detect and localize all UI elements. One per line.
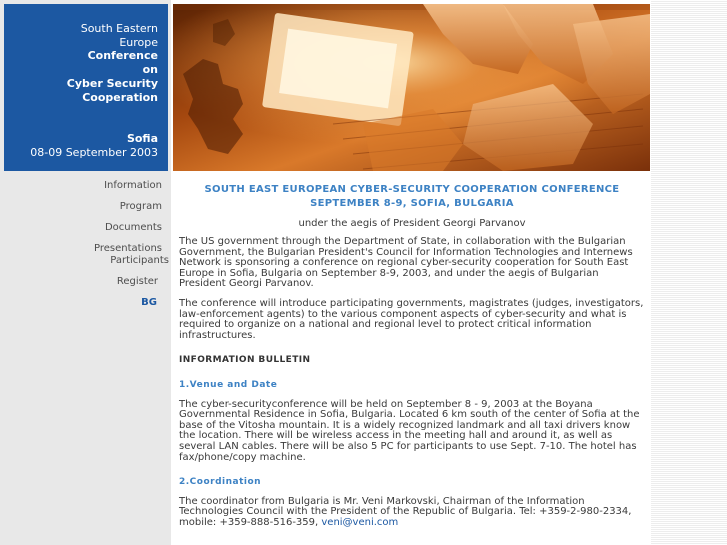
side-navigation [0, 180, 169, 309]
event-dates: 08-09 September 2003 [30, 146, 158, 159]
page-title-line-1: SOUTH EAST EUROPEAN CYBER-SECURITY COOPERATION CONFERENCE [204, 184, 620, 195]
site-title-block [4, 4, 168, 171]
title-line-bold: Conference [87, 49, 158, 63]
coordination-paragraph [179, 497, 645, 529]
header-banner-image [173, 4, 650, 171]
bulletin-heading: INFORMATION BULLETIN [179, 355, 311, 366]
venue-paragraph: The cyber-securityconference will be held on September 8 - 9, 2003 at the Boyana Governmental Residence in Sofia, Bulgaria. Located 6 km south of the center of Sofia at the base of the Vitosha mountain. It is a widely recognized landmark and all taxi drivers know the location. There will be wireless access in the meeting hall and around it, as well as several LAN cables. There will be also 5 PC for participants to use Sept. 7-10. The hotel has fax/phone/copy machine. [179, 398, 640, 463]
title-line-bold: on [142, 63, 158, 77]
section-heading-venue: 1.Venue and Date [179, 379, 278, 390]
page-title [179, 183, 645, 211]
scope-paragraph: The conference will introduce participating governments, magistrates (judges, investigators, law-enforcement agents) to the various component aspects of cyber-security and what is required to organize on a national and regional level to protect critical information infrastructures. [179, 297, 644, 341]
keyboard-map-photo [173, 4, 650, 171]
title-line-bold: Cyber Security [66, 76, 158, 90]
main-content [179, 183, 645, 528]
nav-item-presentations-participants[interactable] [0, 243, 169, 267]
nav-item-documents[interactable]: Documents [104, 222, 162, 233]
page-title-line-2: SEPTEMBER 8-9, SOFIA, BULGARIA [310, 198, 514, 209]
nav-label-participants: Participants [110, 255, 169, 266]
aegis-subtitle: under the aegis of President Georgi Parvanov [298, 218, 526, 229]
event-city: Sofia [126, 132, 158, 145]
title-line-bold: Cooperation [82, 90, 158, 104]
right-decorative-stripe [651, 0, 727, 545]
event-place-date [30, 132, 158, 160]
nav-label-presentations: Presentations [93, 243, 162, 254]
coordination-text: The coordinator from Bulgaria is Mr. Veni Markovski, Chairman of the Information Technologies Council with the President of the Republic of Bulgaria. Tel: +359-2-980-2334, mobile: +359-888-516-359, [179, 495, 632, 528]
title-line: Europe [119, 35, 158, 49]
section-heading-coordination: 2.Coordination [179, 477, 262, 488]
title-line: South Eastern [80, 22, 158, 35]
email-link[interactable]: veni@veni.com [321, 516, 399, 528]
intro-paragraph: The US government through the Department of State, in collaboration with the Bulgarian Government, the Bulgarian President's Council for Information Technologies and Internews Network is sponsoring a conference on regional cyber-security cooperation for South East Europe in Sofia, Bulgaria on September 8-9, 2003, and under the aegis of Bulgarian President Georgi Parvanov. [179, 236, 633, 290]
nav-item-program[interactable]: Program [119, 201, 162, 212]
nav-item-information[interactable]: Information [104, 180, 162, 191]
nav-item-register[interactable]: Register [116, 276, 158, 287]
language-switch-bg[interactable]: BG [141, 297, 157, 308]
